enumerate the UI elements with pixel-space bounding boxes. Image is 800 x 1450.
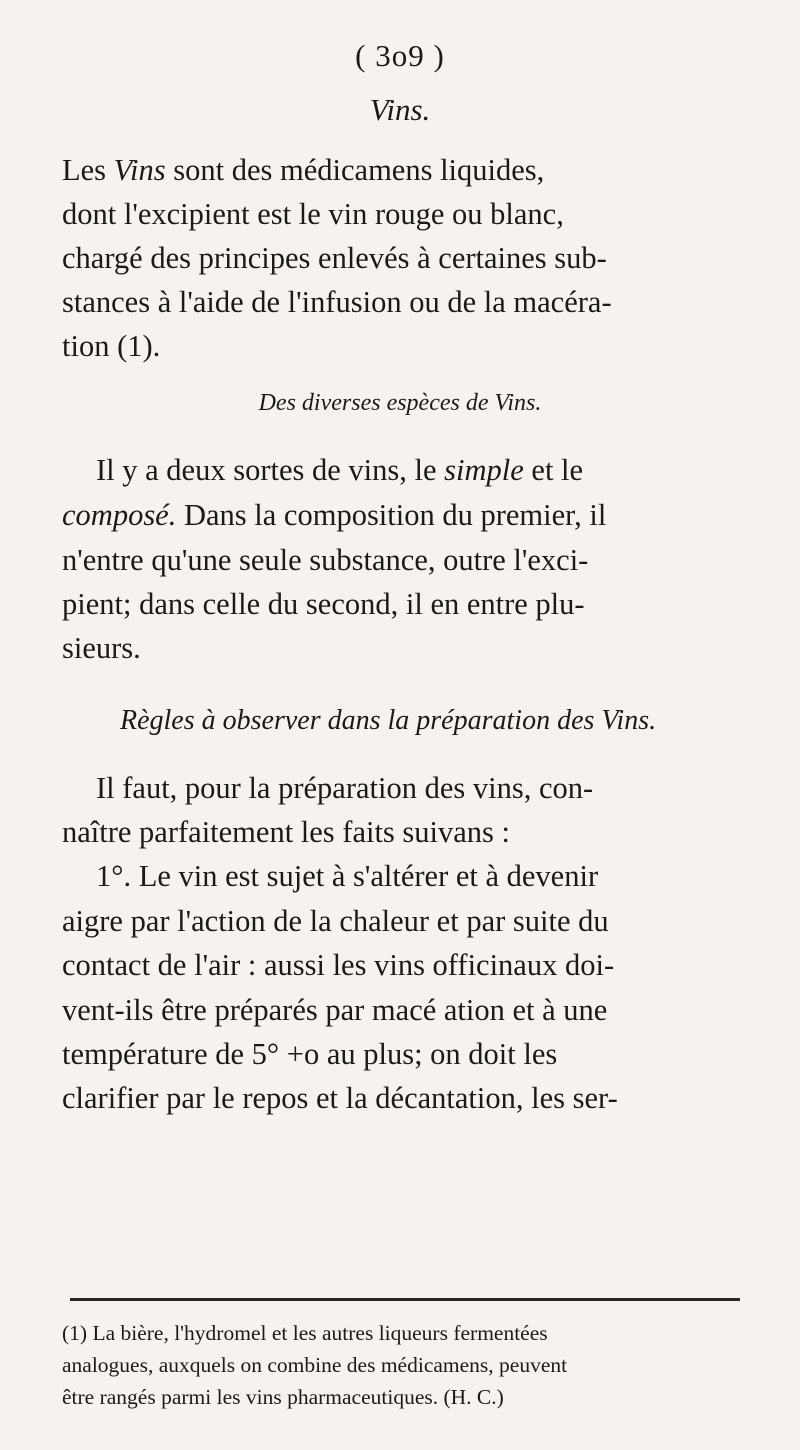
section2-line-5: contact de l'air : aussi les vins officinaux doi- bbox=[62, 948, 615, 982]
section2-line-4: aigre par l'action de la chaleur et par suite du bbox=[62, 904, 609, 938]
section2-line-1: Il faut, pour la préparation des vins, con- bbox=[96, 771, 594, 805]
intro-line-2: dont l'excipient est le vin rouge ou blanc, bbox=[62, 197, 564, 231]
section1-line-2-rest: Dans la composition du premier, il bbox=[183, 498, 607, 532]
intro-line-5: tion (1). bbox=[62, 329, 161, 363]
section1-line-5: sieurs. bbox=[62, 631, 141, 665]
footnote-line-1: (1) La bière, l'hydromel et les autres liqueurs fermentées bbox=[62, 1321, 548, 1345]
section2-line-2: naître parfaitement les faits suivans : bbox=[62, 815, 511, 849]
section1-line-3: n'entre qu'une seule substance, outre l'exci- bbox=[62, 543, 589, 577]
section1-line-1-post: et le bbox=[531, 453, 584, 487]
page-number: ( 3o9 ) bbox=[355, 38, 445, 73]
footnote-line-3: être rangés parmi les vins pharmaceutiques. (H. C.) bbox=[62, 1385, 504, 1409]
footnote-line-2: analogues, auxquels on combine des médicamens, peuvent bbox=[62, 1353, 568, 1377]
intro-word-vins: Vins bbox=[113, 153, 166, 187]
section2-line-6: vent-ils être préparés par macé ation et à une bbox=[62, 993, 608, 1027]
section1-line-1-pre: Il y a deux sortes de vins, le bbox=[96, 453, 437, 487]
intro-line-1 bbox=[62, 150, 544, 190]
intro-line-4: stances à l'aide de l'infusion ou de la macéra- bbox=[62, 285, 612, 319]
section1-line-1 bbox=[96, 450, 583, 490]
section2-line-3: 1°. Le vin est sujet à s'altérer et à devenir bbox=[96, 859, 599, 893]
section-heading-diverses-especes: Des diverses espèces de Vins. bbox=[258, 390, 542, 416]
section1-line-4: pient; dans celle du second, il en entre plu- bbox=[62, 587, 585, 621]
intro-word-les: Les bbox=[62, 153, 107, 187]
section2-line-7: température de 5° +o au plus; on doit les bbox=[62, 1037, 558, 1071]
intro-line-3: chargé des principes enlevés à certaines sub- bbox=[62, 241, 607, 275]
section1-word-simple: simple bbox=[444, 453, 524, 487]
page-title: Vins. bbox=[369, 92, 431, 127]
section1-line-2 bbox=[62, 495, 606, 535]
section2-line-8: clarifier par le repos et la décantation, les ser- bbox=[62, 1081, 618, 1115]
section1-word-compose: composé. bbox=[62, 498, 177, 532]
footnote-divider bbox=[70, 1298, 740, 1301]
section-heading-regles: Règles à observer dans la préparation des Vins. bbox=[120, 705, 657, 736]
intro-line-1-rest: sont des médicamens liquides, bbox=[173, 153, 545, 187]
